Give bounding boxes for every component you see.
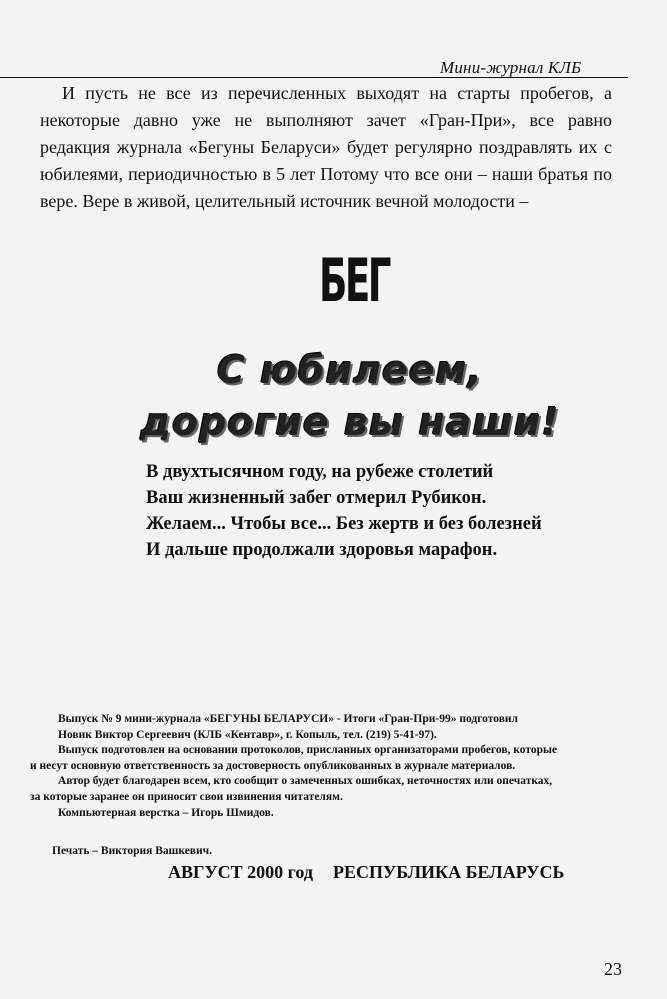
journal-header-title: Мини-журнал КЛБ [440,58,582,77]
footer-line [168,862,564,883]
poem [146,459,542,563]
credits-block [30,712,630,821]
credits-line-6: за которые заранее он приносит свои извинения читателям. [30,790,343,803]
slogan-line-1: С юбилеем, [216,348,484,392]
greeting-slogan [80,344,620,448]
intro-line-1: И пусть не все из перечисленных выходят на старты пробегов, [62,83,594,103]
footer-date: АВГУСТ 2000 год [168,862,313,882]
credits-line-7: Компьютерная верстка – Игорь Шмидов. [58,806,274,819]
page-number: 23 [604,959,622,979]
footer-country: РЕСПУБЛИКА БЕЛАРУСЬ [332,862,565,882]
print-credit: Печать – Виктория Вашкевич. [52,845,212,857]
poem-line-3: Желаем... Чтобы все... Без жертв и без болезней [146,514,542,534]
credits-line-1: Выпуск № 9 мини-журнала «БЕГУНЫ БЕЛАРУСИ» - Итоги «Гран-При-99» подготовил [58,713,518,725]
credits-line-3: Выпуск подготовлен на основании протоколов, присланных организаторами пробегов, которые [58,744,558,757]
beg-heading: БЕГ [319,246,390,316]
credits-line-5: Автор будет благодарен всем, кто сообщит о замеченных ошибках, неточностях или опечатках, [58,775,553,788]
intro-line-2: а некоторые давно уже не выполняют зачет «Гран-При», все равно редакция журнала «Бегуны Беларуси» будет регулярно поздравлять их с юбилеями, периодичностью в 5 лет Потому что все они – наши братья по вере. Вере в живой, целительный источник вечной молодости – [40,83,613,211]
intro-paragraph [40,80,612,215]
header-rule [0,77,628,78]
credits-line-2: Новик Виктор Сергеевич (КЛБ «Кентавр», г. Копыль, тел. (219) 5-41-97). [58,728,437,741]
poem-line-1: В двухтысячном году, на рубеже столетий [146,462,494,482]
poem-line-2: Ваш жизненный забег отмерил Рубикон. [146,488,487,508]
slogan-line-2: дорогие вы наши! [140,400,560,444]
credits-line-4: и несут основную ответственность за достоверность опубликованных в журнале материалов. [30,759,516,772]
poem-line-4: И дальше продолжали здоровья марафон. [146,540,498,560]
